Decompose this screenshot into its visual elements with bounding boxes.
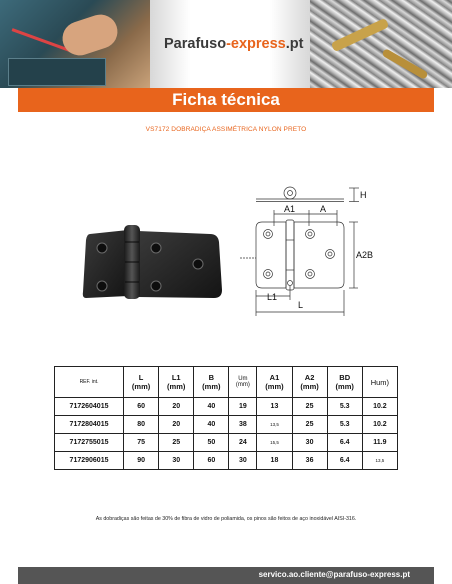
table-row [55, 398, 398, 416]
table-cell: 6.4 [327, 434, 362, 452]
product-photo-hinge [80, 222, 230, 302]
table-cell: 10.2 [362, 416, 397, 434]
circuit-board [8, 58, 106, 86]
table-cell: 38 [229, 416, 257, 434]
table-cell: 19 [229, 398, 257, 416]
table-header-row [55, 367, 398, 398]
table-cell: 11.9 [362, 434, 397, 452]
table-cell: 30 [159, 452, 194, 470]
table-cell: 7172755015 [55, 434, 124, 452]
table-cell: 5.3 [327, 398, 362, 416]
table-cell: 80 [124, 416, 159, 434]
table-cell: 5.3 [327, 416, 362, 434]
dim-label-a2b: A2B [356, 250, 374, 260]
logo-text-tld: .pt [285, 36, 304, 52]
column-header-unit: (mm) [265, 382, 284, 391]
screw-hole [151, 281, 161, 291]
header-photo-screws [310, 0, 452, 88]
column-header [327, 367, 362, 398]
table-body [55, 398, 398, 470]
logo-text-accent: -express [226, 36, 286, 52]
table-cell: 25 [292, 398, 327, 416]
table-cell: 40 [194, 416, 229, 434]
screw-hole [151, 243, 161, 253]
column-header-unit: (mm) [300, 382, 319, 391]
column-header-label: BD [339, 373, 351, 382]
table-cell: 40 [194, 398, 229, 416]
column-header-label: A2 [304, 373, 315, 382]
column-header [194, 367, 229, 398]
screw [381, 48, 428, 80]
column-header-unit: (mm) [335, 382, 354, 391]
page-title: Ficha técnica [172, 90, 280, 109]
column-header-label: L [138, 373, 144, 382]
technical-drawing [234, 182, 384, 322]
table-cell: 25 [159, 434, 194, 452]
table-cell: 75 [124, 434, 159, 452]
table-cell: 90 [124, 452, 159, 470]
column-header-label: REF. int. [79, 379, 99, 385]
column-header [55, 367, 124, 398]
dim-label-a: A [320, 204, 327, 214]
screw-hole [97, 281, 107, 291]
hand [58, 10, 122, 60]
column-header-label: L1 [171, 373, 181, 382]
table-cell: 24 [229, 434, 257, 452]
table-cell: 13,5 [362, 452, 397, 470]
spec-table [54, 366, 398, 470]
table-cell: 20 [159, 398, 194, 416]
header-banner-images [0, 0, 452, 88]
brand-logo[interactable] [164, 36, 303, 52]
table-cell: 60 [124, 398, 159, 416]
table-cell: 25 [292, 416, 327, 434]
table-cell: 30 [292, 434, 327, 452]
table-cell: 20 [159, 416, 194, 434]
table-cell: 7172604015 [55, 398, 124, 416]
title-banner [18, 88, 434, 112]
dim-label-l: L [298, 300, 304, 310]
column-header [292, 367, 327, 398]
table-cell: 10.2 [362, 398, 397, 416]
dim-label-a1: A1 [284, 204, 296, 214]
column-header-unit: (mm) [131, 382, 151, 391]
dim-label-l1: L1 [267, 292, 278, 302]
column-header-label: Hum) [370, 377, 390, 387]
table-cell: 13 [257, 398, 292, 416]
logo-text-main: Parafuso [164, 36, 227, 52]
table-cell: 15,5 [257, 434, 292, 452]
table-cell: 36 [292, 452, 327, 470]
column-header-unit: (mm) [235, 382, 250, 388]
screw-hole [193, 259, 203, 269]
column-header-label: Um [238, 376, 248, 382]
table-cell: 60 [194, 452, 229, 470]
material-note: As dobradiças são feitas de 30% de fibra de vidro de poliamida, os pinos são feitos de aço inoxidável AISI-316. [95, 516, 357, 522]
column-header [257, 367, 292, 398]
hinge-right-plate [138, 231, 222, 298]
table-cell: 6.4 [327, 452, 362, 470]
screw-hole [97, 243, 107, 253]
table-cell: 30 [229, 452, 257, 470]
table-row [55, 434, 398, 452]
dim-label-h: H [360, 190, 367, 200]
column-header-label: B [208, 373, 215, 382]
footer-bar [18, 567, 434, 584]
column-header-unit: (mm) [202, 382, 221, 391]
column-header [124, 367, 159, 398]
header-photo-electronics [0, 0, 150, 88]
table-cell: 13,5 [257, 416, 292, 434]
table-row [55, 452, 398, 470]
column-header [362, 367, 397, 398]
screw [331, 18, 390, 52]
table-cell: 7172804015 [55, 416, 124, 434]
column-header-unit: (mm) [167, 382, 186, 391]
product-title: VS7172 DOBRADIÇA ASSIMÉTRICA NYLON PRETO [145, 126, 307, 133]
column-header-label: A1 [269, 373, 280, 382]
contact-email-link[interactable]: servico.ao.cliente@parafuso-express.pt [258, 570, 410, 579]
column-header [159, 367, 194, 398]
table-row [55, 416, 398, 434]
table-cell: 7172906015 [55, 452, 124, 470]
table-cell: 50 [194, 434, 229, 452]
column-header [229, 367, 257, 398]
table-cell: 18 [257, 452, 292, 470]
